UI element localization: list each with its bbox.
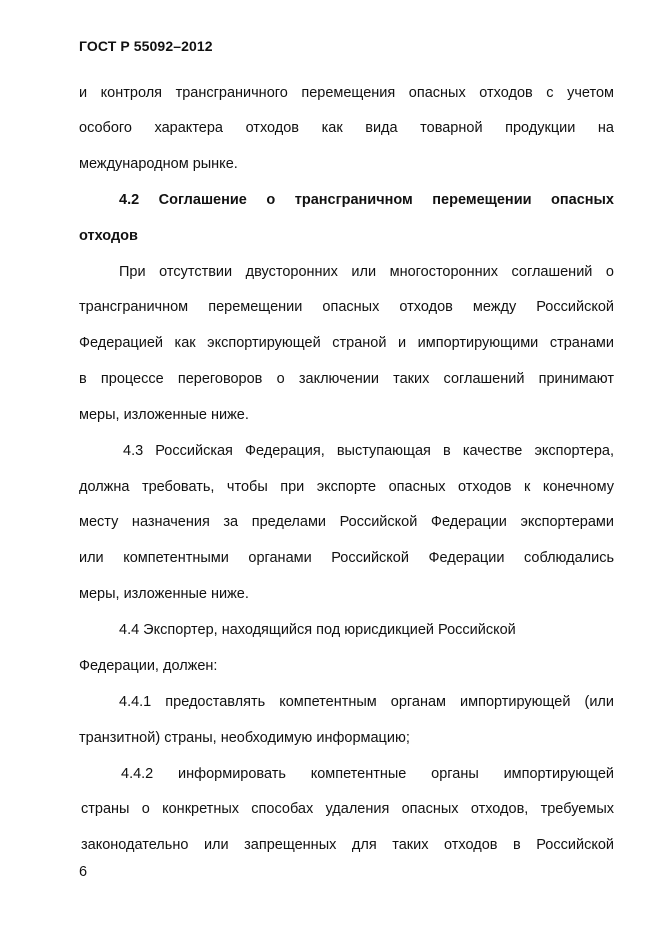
document-header: ГОСТ Р 55092–2012 — [79, 38, 213, 54]
body-text-line: особого характера отходов как вида товарной продукции на — [79, 120, 614, 136]
body-text-line: Федерацией как экспортирующей страной и импортирующими странами — [79, 335, 614, 351]
body-text-line: страны о конкретных способах удаления опасных отходов, требуемых — [81, 801, 614, 817]
body-text-line: должна требовать, чтобы при экспорте опасных отходов к конечному — [79, 479, 614, 495]
body-text-line: 4.3 Российская Федерация, выступающая в качестве экспортера, — [123, 443, 614, 459]
body-text-line: месту назначения за пределами Российской Федерации экспортерами — [79, 514, 614, 530]
body-text-line: международном рынке. — [79, 156, 238, 172]
body-text-line: меры, изложенные ниже. — [79, 586, 249, 602]
body-text-line: 4.4.2 информировать компетентные органы импортирующей — [121, 766, 614, 782]
body-text-line: Федерации, должен: — [79, 658, 218, 674]
body-text-line: 4.4.1 предоставлять компетентным органам импортирующей (или — [119, 694, 614, 710]
body-text-line: меры, изложенные ниже. — [79, 407, 249, 423]
page-number: 6 — [79, 864, 88, 880]
body-text-line: трансграничном перемещении опасных отходов между Российской — [79, 299, 614, 315]
section-heading-line: отходов — [79, 228, 138, 244]
body-text-line: транзитной) страны, необходимую информацию; — [79, 730, 410, 746]
body-text-line: законодательно или запрещенных для таких отходов в Российской — [81, 837, 614, 853]
body-text-line: в процессе переговоров о заключении таких соглашений принимают — [79, 371, 614, 387]
body-text-line: 4.4 Экспортер, находящийся под юрисдикцией Российской — [119, 622, 516, 638]
body-text-line: При отсутствии двусторонних или многосторонних соглашений о — [119, 264, 614, 280]
body-text-line: и контроля трансграничного перемещения опасных отходов с учетом — [79, 85, 614, 101]
section-heading-line: 4.2 Соглашение о трансграничном перемещении опасных — [119, 192, 614, 208]
body-text-line: или компетентными органами Российской Федерации соблюдались — [79, 550, 614, 566]
